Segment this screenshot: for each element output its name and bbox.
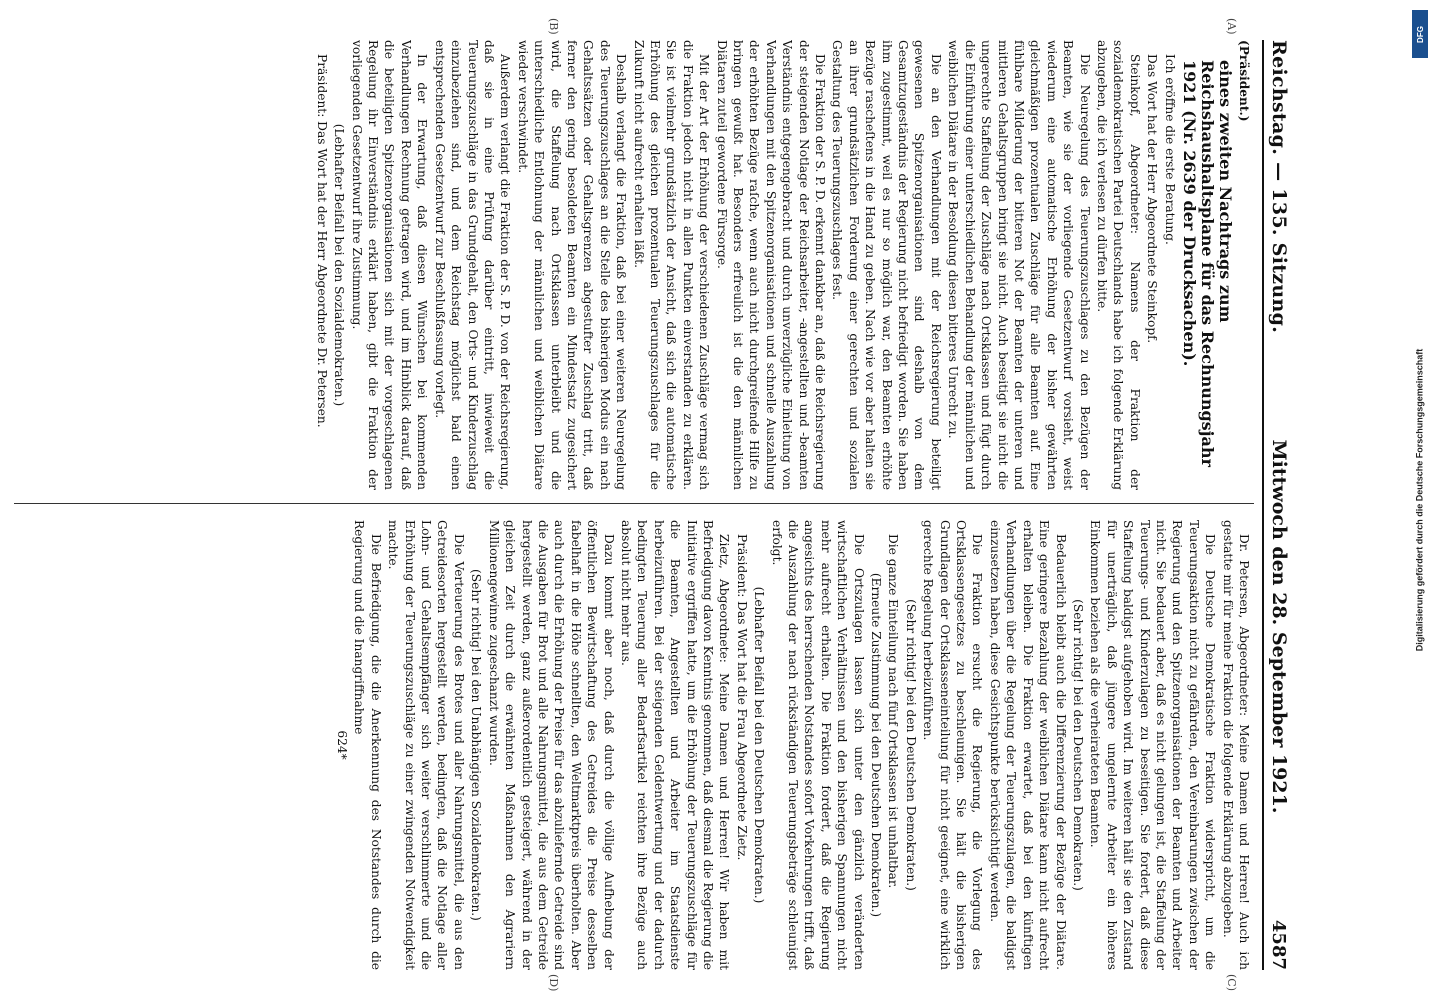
paragraph: Das Wort hat der Herr Abgeordnete Steinkopf. [1145, 54, 1160, 344]
paragraph: Die Verteuerung des Brotes und aller Nahrungsmittel, die aus den Getreidesorten hergestellt werden, bedingten, daß die Notlage aller Lohn- und Gehaltsempfänger sich weiter verschlimmerte und die Erhöhung der Teuerungszuschläge zu einer zwingenden Notwendigkeit machte. [386, 520, 466, 970]
paragraph: Die Fraktion der S. P. D. erkennt dankbar an, daß die Reichsregierung der steigenden Notlage der Reichsarbeiter, -angestellten und -beamten Verständnis entgegengebracht und durch unverzügliche Einleitung von Verhandlungen mit den Spitzenorganisationen und schnelle Auszahlung der erhöhten Bezüge raſche, wenn auch nicht durchgreifende Hilfe zu bringen gewußt hat. Besonders erfreulich ist die den männlichen Diätaren zuteil gewordene Fürsorge. [714, 40, 828, 490]
page-header [1262, 40, 1294, 970]
interjection: (Erneute Zustimmung bei den Deutschen Demokraten.) [869, 572, 884, 918]
paragraph: Die Ortszulagen lassen sich unter den gänzlich veränderten wirtschaftlichen Verhältnissen und den bisherigen Spannungen nicht mehr aufrecht erhalten. Die Fraktion fordert, daß die Regierung angesichts des herrschenden Notstandes sofort Vorkehrungen trifft, daß die Auszahlung der nach rückständigen Teuerungsbeträge schleunigst erfolgt. [769, 520, 866, 970]
president-label: (Präsident.) [1237, 40, 1251, 122]
column-divider [14, 503, 1254, 504]
page-number: 4587 [1268, 919, 1290, 970]
president-line: Präsident: Das Wort hat der Herr Abgeordnete Dr. Petersen. [314, 54, 329, 428]
speech-petersen: Dr. Petersen, Abgeordneter: Meine Damen und Herren! Auch ich gestatte mir für meine Fraktion die folgende Erklärung abzugeben. [1220, 520, 1251, 970]
paragraph: Ich eröffne die erste Beratung. [1162, 54, 1177, 245]
interjection: (Lebhafter Beifall bei den Deutschen Demokraten.) [752, 586, 767, 904]
paragraph: Mit der Art der Erhöhung der verschiedenen Zuschläge vermag sich die Fraktion jedoch nicht in allen Punkten einverstanden zu erklären. Sie ist vielmehr grundsätzlich der Ansicht, daß sich die automatische Erhöhung des gleichen prozentualen Teuerungszuschlages für die Zukunft nicht aufrecht erhalten läßt. [631, 40, 712, 490]
president-line: Präsident: Das Wort hat die Frau Abgeordnete Zietz. [734, 534, 749, 861]
left-column [14, 40, 1252, 490]
paragraph: Deshalb verlangt die Fraktion, daß bei einer weiteren Neuregelung des Teuerungszuschlages an die Stelle des bisherigen Modus ein nach Gehaltssätzen oder Gehaltsgrenzen abgestufter Zuschlag tritt, daß ferner den gering besoldeten Beamten ein Mindestsatz zugesichert wird, die Staffelung nach Ortsklassen unterbleibt und die unterschiedliche Entlohnung der männlichen und weiblichen Diätare wieder verschwindet. [515, 40, 629, 490]
paragraph: In der Erwartung, daß diesen Wünschen bei kommenden Verhandlungen Rechnung getragen wird, und im Hinblick darauf, daß die beteiligten Spitzenorganisationen sich mit der vorgeschlagenen Regelung ihr Einverständnis erklärt haben, gibt die Fraktion der vorliegenden Gesetzentwurf ihre Zustimmung. [349, 40, 430, 490]
paragraph: Die Fraktion ersucht die Regierung, die Vorlegung des Ortsklassengesetzes zu beschleunigen. Sie hält die bisherigen Grundlagen der Ortsklasseneinteilung für nicht geeignet, eine wirklich gerechte Regelung herbeizuführen. [921, 520, 985, 970]
right-column [14, 520, 1252, 970]
interjection: (Sehr richtig! bei den Deutschen Demokraten.) [1070, 599, 1085, 891]
digitization-note-text: Digitalisierung gefördert durch die Deutsche Forschungsgemeinschaft [1414, 348, 1424, 652]
digitization-note [1412, 0, 1426, 1000]
agenda-heading: eines zweiten Nachtrags zum Reichshaushaltsplane für das Rechnungsjahr 1921 (Nr. 2639 der Drucksachen). [1179, 60, 1235, 467]
paragraph: Die an den Verhandlungen mit der Reichsregierung beteiligt gewesenen Spitzenorganisationen sind deshalb von dem Gesamtzugeständnis der Regierung nicht befriedigt worden. Sie haben ihm zugestimmt, weil es nur so möglich war, den Beamten erhöhte Bezüge rascheſtens in die Hand zu geben. Nach wie vor aber halten sie an ihrer grundsätzlichen Forderung einer gerechten und sozialen Gestaltung des Teuerungszuschlages fest. [830, 40, 943, 490]
header-date: Mittwoch den 28. September 1921. [1268, 439, 1290, 814]
paragraph: Die Deutsche Demokratische Fraktion widerspricht, um die Teuerungsaktion nicht zu gefährden, den Vereinbarungen zwischen der Regierung und den Spitzenorganisationen der Beamten und Arbeiter nicht. Sie bedauert aber, daß es nicht gelungen ist, die Staffelung der Teuerungs- und Kinderzulagen zu beseitigen. Sie fordert, daß diese Staffelung baldigst aufgehoben wird. Im weiteren hält sie den Zustand für unerträglich, daß jüngere ungelernte Arbeiter ein höheres Einkommen beziehen als die verheirateten Beamten. [1088, 520, 1218, 970]
applause-note: (Lebhafter Beifall bei den Sozialdemokraten.) [332, 123, 347, 407]
paragraph: Die Befriedigung, die die Anerkennung des Notstandes durch die Regierung und die Inangriffnahme [352, 520, 383, 970]
speech-steinkopf: Steinkopf, Abgeordneter: Namens der Fraktion der sozialdemokratischen Partei Deutschlands habe ich folgende Erklärung abzugeben, die ich verlesen zu dürfen bitte. [1094, 40, 1142, 490]
interjection: (Sehr richtig! bei den Unabhängigen Sozialdemokraten.) [469, 569, 484, 921]
margin-mark-b: (B) [547, 18, 560, 35]
paragraph: Dazu kommt aber noch, daß durch die völlige Aufhebung der öffentlichen Bewirtschaftung des Getreides die Preise desselben fabelhaft in die Höhe schnellten, den Weltmarktpreis überholten. Aber auch durch die Erhöhung der Preise für das abzuliefernde Getreide sind die Ausgaben für Brot und alle Nahrungsmittel, die aus dem Getreide hergestellt werden, ganz außerordentlich gesteigert, während in der gleichen Zeit durch die erwähnten Maßnahmen den Agrariern Millionengewinne zugeschanzt wurden. [486, 520, 616, 970]
margin-mark-d: (D) [547, 974, 560, 992]
dfg-logo: DFG [1412, 10, 1428, 58]
signature-mark: 624* [335, 730, 350, 760]
paragraph: Außerdem verlangt die Fraktion der S. P. D. von der Reichsregierung, daß sie in eine Prüfung darüber eintritt, inwieweit die Teuerungszuschläge in das Grundgehalt, den Orts- und Kinderzuschlag einzubeziehen sind, und dem Reichstag möglichst bald einen entsprechenden Gesetzentwurf zur Beschlußfassung vorlegt. [432, 40, 513, 490]
margin-mark-a: (A) [1225, 18, 1238, 35]
paragraph: Bedauerlich bleibt auch die Differenzierung der Bezüge der Diätare. Eine geringere Bezahlung der weiblichen Diätare kann nicht aufrecht erhalten bleiben. Die Fraktion erwartet, daß bei den künftigen Verhandlungen über die Regelung der Teuerungszulagen, die baldigst einzusetzen haben, diese Gesichtspunkte berücksichtigt werden. [987, 520, 1068, 970]
interjection: (Sehr richtig! bei den Deutschen Demokraten.) [903, 599, 918, 891]
speech-zietz: Zietz, Abgeordnete: Meine Damen und Herren! Wir haben mit Befriedigung davon Kenntnis genommen, daß diesmal die Regierung die Initiative ergriffen hatte, um die Erhöhung der Teuerungszuschläge für die Beamten, Angestellten und Arbeiter im Staatsdienste herbeizuführen. Bei der steigenden Geldentwertung und der dadurch bedingten Teuerung aller Bedarfsartikel reichten ihre Bezüge auch absolut nicht mehr aus. [618, 520, 732, 970]
paragraph: Die ganze Einteilung nach fünf Ortsklassen ist unhaltbar. [886, 534, 901, 889]
header-left: Reichstag. — 135. Sitzung. [1268, 40, 1290, 334]
paragraph: Die Neuregelung des Teuerungszuschlages zu den Bezügen der Beamten, wie sie der vorliegende Gesetzentwurf vorsieht, weist wiederum eine automatische Erhöhung der bisher gewährten gleichmäßigen prozentualen Zuschläge für alle Beamten auf. Eine fühlbare Milderung der bitteren Not der Beamten der unteren und mittleren Gehaltsgruppen bringt sie nicht. Auch beseitigt sie nicht die ungerechte Staffelung der Zuschläge nach Ortsklassen und fügt durch die Einführung einer unterschiedlichen Behandlung der männlichen und weiblichen Diätare in der Besoldung diesen bitteres Unrecht zu. [946, 40, 1092, 490]
margin-mark-c: (C) [1225, 974, 1238, 991]
